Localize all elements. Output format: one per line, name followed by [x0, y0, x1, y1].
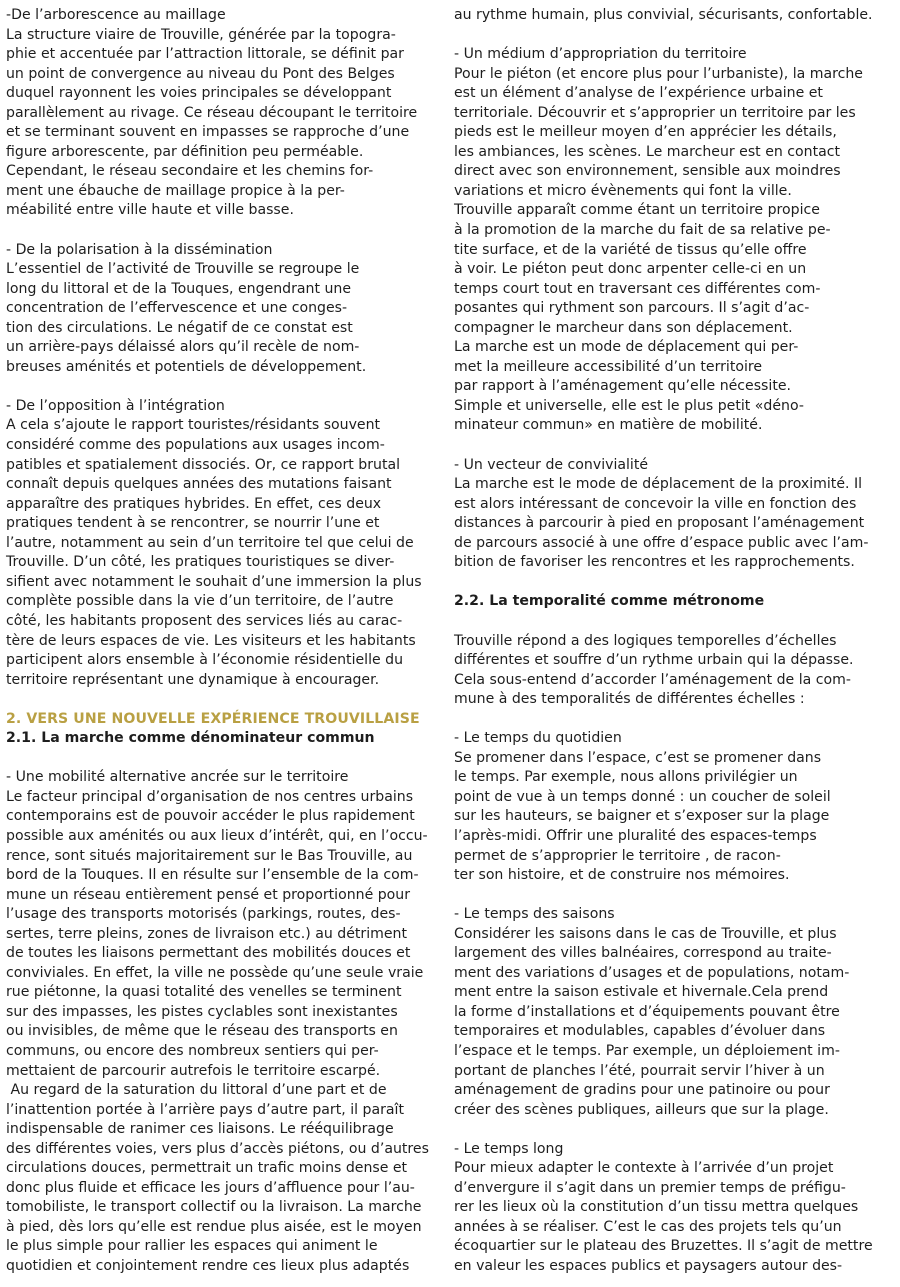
text-line: écoquartier sur le plateau des Bruzettes. Il s’agit de mettre — [454, 1238, 873, 1255]
text-line: Simple et universelle, elle est le plus petit «déno- — [454, 397, 804, 414]
text-line: posantes qui rythment son parcours. Il s’agit d’ac- — [454, 300, 810, 317]
paragraph-spacer — [6, 221, 438, 241]
text-line: A cela s’ajoute le rapport touristes/résidants souvent — [6, 417, 381, 434]
text-line: La structure viaire de Trouville, générée par la topogra- — [6, 26, 396, 43]
text-line: ment une ébauche de maillage propice à la per- — [6, 182, 345, 199]
text-line: créer des scènes publiques, ailleurs que sur la plage. — [454, 1101, 829, 1118]
text-line: duquel rayonnent les voies principales se développant — [6, 85, 392, 102]
text-line: différentes et souffre d’un rythme urbain qui la dépasse. — [454, 652, 854, 669]
text-line: d’envergure il s’agit dans un premier temps de préfigu- — [454, 1179, 846, 1196]
text-line: permet de s’approprier le territoire , de racon- — [454, 847, 781, 864]
text-line: sur des impasses, les pistes cyclables sont inexistantes — [6, 1003, 398, 1020]
text-line: breuses aménités et potentiels de développement. — [6, 358, 367, 375]
text-line: apparaître des pratiques hybrides. En effet, ces deux — [6, 495, 382, 512]
text-line: des différentes voies, vers plus d’accès piétons, ou d’autres — [6, 1140, 429, 1157]
text-line: un arrière-pays délaissé alors qu’il recèle de nom- — [6, 339, 360, 356]
text-line: la forme d’installations et d’équipements pouvant être — [454, 1003, 840, 1020]
text-line: portant de planches l’été, pourrait servir l’hiver à un — [454, 1062, 825, 1079]
text-line: possible aux aménités ou aux lieux d’intérêt, qui, en l’occu- — [6, 827, 428, 844]
text-line: les ambiances, les scènes. Le marcheur est en contact — [454, 143, 841, 160]
text-line: considéré comme des populations aux usages incom- — [6, 437, 385, 454]
text-line: est alors intéressant de concevoir la ville en fonction des — [454, 495, 857, 512]
right-column — [454, 6, 886, 1277]
text-line: figure arborescente, par définition peu perméable. — [6, 143, 364, 160]
text-line: connaît depuis quelques années des mutations faisant — [6, 476, 392, 493]
text-line: l’usage des transports motorisés (parkings, routes, des- — [6, 906, 401, 923]
text-line: - Le temps long — [454, 1140, 564, 1157]
text-line: mune un réseau entièrement pensé et proportionné pour — [6, 886, 411, 903]
subsection-heading: 2.2. La temporalité comme métronome — [454, 593, 765, 610]
text-line: Trouville apparaît comme étant un territoire propice — [454, 202, 820, 219]
paragraph-spacer — [454, 612, 886, 632]
text-line: à la promotion de la marche du fait de sa relative pe- — [454, 222, 831, 239]
text-line: contemporains est de pouvoir accéder le plus rapidement — [6, 808, 415, 825]
text-line: en valeur les espaces publics et paysagers autour des- — [454, 1258, 843, 1274]
text-line: concentration de l’effervescence et une conges- — [6, 300, 348, 317]
text-line: patibles et spatialement dissociés. Or, ce rapport brutal — [6, 456, 401, 473]
text-line: l’après-midi. Offrir une pluralité des espaces-temps — [454, 827, 817, 844]
text-line: tomobiliste, le transport collectif ou la livraison. La marche — [6, 1199, 422, 1216]
left-column — [6, 6, 438, 1277]
text-line: sur les hauteurs, se baigner et s’exposer sur la plage — [454, 808, 830, 825]
text-line: - Le temps du quotidien — [454, 730, 622, 747]
text-line: pratiques tendent à se rencontrer, se nourrir l’une et — [6, 515, 380, 532]
text-line: phie et accentuée par l’attraction littorale, se définit par — [6, 46, 404, 63]
paragraph-spacer — [454, 1120, 886, 1140]
text-line: donc plus fluide et efficace les jours d’affluence pour l’au- — [6, 1179, 415, 1196]
text-line: communs, ou encore des nombreux sentiers qui per- — [6, 1042, 379, 1059]
text-line: Trouville. D’un côté, les pratiques touristiques se diver- — [6, 554, 395, 571]
text-line: rue piétonne, la quasi totalité des venelles se terminent — [6, 984, 402, 1001]
text-line: - Un médium d’appropriation du territoire — [454, 46, 747, 63]
text-line: est un élément d’analyse de l’expérience urbaine et — [454, 85, 823, 102]
paragraph-spacer — [454, 710, 886, 730]
text-line: Considérer les saisons dans le cas de Trouville, et plus — [454, 925, 837, 942]
text-line: par rapport à l’aménagement qu’elle nécessite. — [454, 378, 791, 395]
text-line: sertes, terre pleins, zones de livraison etc.) au détriment — [6, 925, 407, 942]
text-line: tère de leurs espaces de vie. Les visiteurs et les habitants — [6, 632, 416, 649]
text-line: minateur commun» en matière de mobilité. — [454, 417, 763, 434]
text-line: parallèlement au rivage. Ce réseau découpant le territoire — [6, 104, 418, 121]
text-line: La marche est un mode de déplacement qui per- — [454, 339, 799, 356]
text-line: compagner le marcheur dans son déplacement. — [454, 319, 793, 336]
text-line: L’essentiel de l’activité de Trouville se regroupe le — [6, 261, 360, 278]
section-heading: 2. VERS UNE NOUVELLE EXPÉRIENCE TROUVILLAISE — [6, 710, 420, 727]
text-line: distances à parcourir à pied en proposant l’aménagement — [454, 515, 865, 532]
text-line: mune à des temporalités de différentes échelles : — [454, 691, 805, 708]
paragraph-spacer — [454, 26, 886, 46]
text-line: complète possible dans la vie d’un territoire, de l’autre — [6, 593, 394, 610]
text-line: un point de convergence au niveau du Pont des Belges — [6, 65, 395, 82]
text-line: temps court tout en traversant ces différentes com- — [454, 280, 821, 297]
text-line: méabilité entre ville haute et ville basse. — [6, 202, 294, 219]
text-line: rer les lieux où la constitution d’un tissu mettra quelques — [454, 1199, 859, 1216]
text-line: variations et micro évènements qui font la ville. — [454, 182, 792, 199]
text-line: ment des variations d’usages et de populations, notam- — [454, 964, 850, 981]
text-line: tite surface, et de la variété de tissus qu’elle offre — [454, 241, 807, 258]
text-line: point de vue à un temps donné : un coucher de soleil — [454, 788, 831, 805]
text-line: largement des villes balnéaires, correspond au traite- — [454, 945, 832, 962]
text-line: La marche est le mode de déplacement de la proximité. Il — [454, 476, 863, 493]
text-line: aménagement de gradins pour une patinoire ou pour — [454, 1082, 830, 1099]
text-line: long du littoral et de la Touques, engendrant une — [6, 280, 352, 297]
text-line: met la meilleure accessibilité d’un territoire — [454, 358, 763, 375]
text-line: de toutes les liaisons permettant des mobilités douces et — [6, 945, 411, 962]
text-line: pieds est le meilleur moyen d’en apprécier les détails, — [454, 124, 837, 141]
text-line: circulations douces, permettrait un trafic moins dense et — [6, 1160, 408, 1177]
text-line: le temps. Par exemple, nous allons privilégier un — [454, 769, 798, 786]
text-line: tion des circulations. Le négatif de ce constat est — [6, 319, 353, 336]
text-line: - De l’opposition à l’intégration — [6, 397, 225, 414]
text-line: - Le temps des saisons — [454, 906, 615, 923]
text-line: direct avec son environnement, sensible aux moindres — [454, 163, 841, 180]
text-line: temporaires et modulables, capables d’évoluer dans — [454, 1023, 826, 1040]
text-line: - Un vecteur de convivialité — [454, 456, 649, 473]
text-line: l’autre, notamment au sein d’un territoire tel que celui de — [6, 534, 414, 551]
text-line: Cela sous-entend d’accorder l’aménagement de la com- — [454, 671, 851, 688]
paragraph-spacer — [454, 436, 886, 456]
text-line: bord de la Touques. Il en résulte sur l’ensemble de la com- — [6, 867, 419, 884]
text-line: à pied, dès lors qu’elle est rendue plus aisée, est le moyen — [6, 1218, 422, 1235]
text-line: territoire représentant une dynamique à encourager. — [6, 671, 380, 688]
paragraph-spacer — [454, 573, 886, 593]
text-line: ter son histoire, et de construire nos mémoires. — [454, 867, 790, 884]
text-line: -De l’arborescence au maillage — [6, 7, 226, 23]
text-line: années à se réaliser. C’est le cas des projets tels qu’un — [454, 1218, 842, 1235]
text-line: le plus simple pour rallier les espaces qui animent le — [6, 1238, 378, 1255]
text-line: conviviales. En effet, la ville ne possède qu’une seule vraie — [6, 964, 424, 981]
text-line: Se promener dans l’espace, c’est se promener dans — [454, 749, 822, 766]
text-line: de parcours associé à une offre d’espace public avec l’am- — [454, 534, 869, 551]
text-line: l’inattention portée à l’arrière pays d’autre part, il paraît — [6, 1101, 404, 1118]
text-line: sifient avec notamment le souhait d’une immersion la plus — [6, 573, 422, 590]
text-line: l’espace et le temps. Par exemple, un déploiement im- — [454, 1042, 840, 1059]
text-line: ou invisibles, de même que le réseau des transports en — [6, 1023, 398, 1040]
text-line: territoriale. Découvrir et s’approprier un territoire par les — [454, 104, 856, 121]
text-line: ment entre la saison estivale et hivernale.Cela prend — [454, 984, 829, 1001]
text-line: et se terminant souvent en impasses se rapproche d’une — [6, 124, 410, 141]
text-line: quotidien et conjointement rendre ces lieux plus adaptés — [6, 1258, 410, 1274]
subsection-heading: 2.1. La marche comme dénominateur commun — [6, 730, 375, 747]
text-line: Au regard de la saturation du littoral d’une part et de — [6, 1082, 387, 1099]
text-line: Trouville répond a des logiques temporelles d’échelles — [454, 632, 837, 649]
text-line: Cependant, le réseau secondaire et les chemins for- — [6, 163, 374, 180]
text-line: au rythme humain, plus convivial, sécurisants, confortable. — [454, 7, 873, 23]
text-line: à voir. Le piéton peut donc arpenter celle-ci en un — [454, 261, 807, 278]
paragraph-spacer — [454, 886, 886, 906]
text-line: Pour le piéton (et encore plus pour l’urbaniste), la marche — [454, 65, 863, 82]
text-line: participent alors ensemble à l’économie résidentielle du — [6, 652, 404, 669]
text-line: Pour mieux adapter le contexte à l’arrivée d’un projet — [454, 1160, 834, 1177]
text-line: bition de favoriser les rencontres et les rapprochements. — [454, 554, 855, 571]
text-line: rence, sont situés majoritairement sur le Bas Trouville, au — [6, 847, 413, 864]
text-line: côté, les habitants proposent des services liés au carac- — [6, 612, 403, 629]
paragraph-spacer — [6, 377, 438, 397]
text-line: mettaient de parcourir autrefois le territoire escarpé. — [6, 1062, 381, 1079]
paragraph-spacer — [6, 690, 438, 710]
text-line: indispensable de ranimer ces liaisons. Le rééquilibrage — [6, 1121, 394, 1138]
text-line: Le facteur principal d’organisation de nos centres urbains — [6, 788, 414, 805]
text-line: - De la polarisation à la dissémination — [6, 241, 273, 258]
paragraph-spacer — [6, 749, 438, 769]
text-line: - Une mobilité alternative ancrée sur le territoire — [6, 769, 349, 786]
